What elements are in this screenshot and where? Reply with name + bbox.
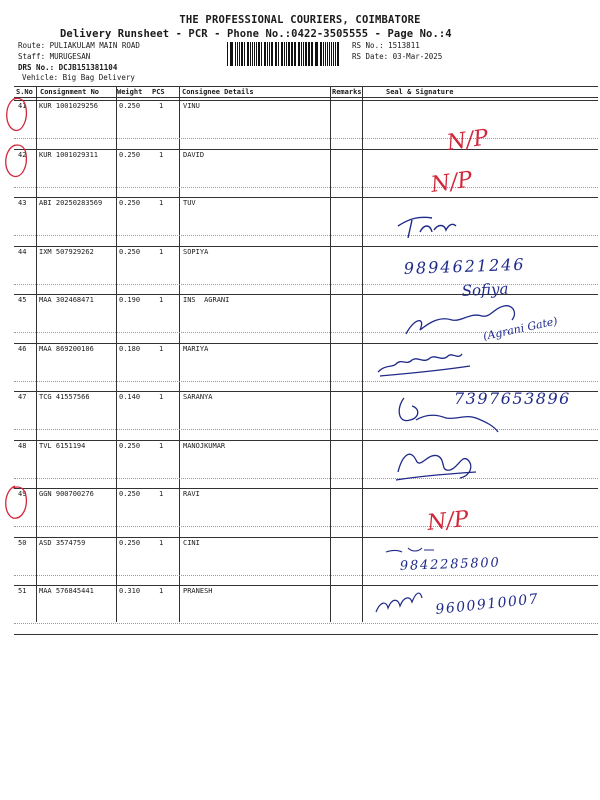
phone-sopiya: 9894621246 [403, 254, 526, 278]
phone-saranya: 7397653896 [454, 389, 571, 408]
phone-pranesh: 9600910007 [434, 591, 540, 618]
row-consignment-no: KUR 1001029256 [39, 102, 99, 110]
row-pcs: 1 [159, 344, 164, 353]
row-consignee: PRANESH [183, 587, 213, 595]
row-sno: 46 [18, 344, 27, 353]
row-weight: 0.250 [119, 150, 141, 159]
row-sno: 48 [18, 441, 27, 450]
col-header-weight: Weight [117, 88, 143, 96]
row-sno: 44 [18, 247, 27, 256]
row-sno: 43 [18, 199, 27, 207]
staff-label: Staff: MURUGESAN [18, 52, 91, 61]
drs-label: DRS No.: DCJB151381104 [18, 63, 118, 72]
row-consignment-no: GGN 900700276 [39, 490, 94, 498]
phone-cini: 9842285800 [399, 555, 501, 574]
agrani-gate-note: (Agrani Gate) [481, 314, 559, 343]
row-weight: 0.250 [119, 199, 141, 207]
red-circle-41 [7, 98, 27, 130]
row-pcs: 1 [159, 587, 164, 595]
col-header-pcs: PCS [152, 88, 165, 96]
row-pcs: 1 [159, 296, 164, 304]
route-label: Route: PULIAKULAM MAIN ROAD [18, 41, 140, 50]
row-consignment-no: MAA 869200106 [39, 344, 94, 353]
row-consignee: RAVI [183, 490, 200, 498]
row-consignment-no: KUR 1001029311 [39, 150, 99, 159]
row-consignment-no: ASD 3574759 [39, 538, 86, 547]
row-weight: 0.250 [119, 538, 141, 547]
row-sno: 41 [18, 102, 27, 110]
row-weight: 0.190 [119, 296, 141, 304]
signature-mariya [378, 354, 470, 376]
row-pcs: 1 [159, 441, 164, 450]
row-sno: 42 [18, 150, 27, 159]
np-mark-3: N/P [426, 506, 470, 536]
col-header-consignment: Consignment No [40, 88, 100, 96]
row-sno: 51 [18, 587, 27, 595]
signature-tuv [398, 217, 456, 238]
red-circle-49 [6, 486, 27, 518]
row-consignment-no: MAA 302468471 [39, 296, 94, 304]
col-header-consignee: Consignee Details [182, 88, 254, 96]
row-pcs: 1 [159, 393, 164, 401]
red-circle-42 [6, 145, 27, 176]
row-sno: 50 [18, 538, 27, 547]
row-consignee: MARIYA [183, 344, 209, 353]
row-consignee: SOPIYA [183, 247, 209, 256]
row-consignment-no: IXM 507929262 [39, 247, 94, 256]
row-consignee: INS AGRANI [183, 296, 230, 304]
np-mark-2: N/P [429, 167, 474, 198]
row-weight: 0.250 [119, 102, 141, 110]
row-pcs: 1 [159, 199, 164, 207]
row-consignment-no: MAA 576845441 [39, 587, 94, 595]
col-header-seal: Seal & Signature [386, 88, 454, 96]
row-pcs: 1 [159, 247, 164, 256]
vehicle-label: Vehicle: Big Bag Delivery [22, 73, 135, 82]
row-weight: 0.250 [119, 490, 141, 498]
row-consignee: MANOJKUMAR [183, 441, 226, 450]
signature-cini [386, 548, 434, 552]
row-sno: 45 [18, 296, 27, 304]
col-header-sno: S.No [16, 88, 33, 96]
row-weight: 0.180 [119, 344, 141, 353]
np-mark-1: N/P [445, 125, 490, 156]
signature-sofiya: Sofiya [461, 279, 509, 300]
row-consignee: CINI [183, 538, 200, 547]
document-subtitle: Delivery Runsheet - PCR - Phone No.:0422-3505555 - Page No.:4 [60, 28, 452, 40]
row-pcs: 1 [159, 150, 164, 159]
row-weight: 0.250 [119, 247, 141, 256]
row-pcs: 1 [159, 538, 164, 547]
rs-number: RS No.: 1513811 [352, 41, 420, 50]
row-consignment-no: TVL 6151194 [39, 441, 86, 450]
signature-pranesh [376, 593, 422, 612]
row-sno: 49 [18, 490, 27, 498]
col-header-remarks: Remarks [332, 88, 362, 96]
row-consignee: TUV [183, 199, 196, 207]
row-pcs: 1 [159, 102, 164, 110]
row-weight: 0.250 [119, 441, 141, 450]
signature-manojkumar [396, 454, 476, 480]
row-pcs: 1 [159, 490, 164, 498]
rs-date: RS Date: 03-Mar-2025 [352, 52, 443, 61]
row-sno: 47 [18, 393, 27, 401]
row-weight: 0.140 [119, 393, 141, 401]
row-consignment-no: ABI 20250283569 [39, 199, 103, 207]
row-consignee: DAVID [183, 150, 205, 159]
row-weight: 0.310 [119, 587, 141, 595]
document-title: THE PROFESSIONAL COURIERS, COIMBATORE [179, 14, 421, 26]
row-consignee: VINU [183, 102, 200, 110]
row-consignment-no: TCG 41557566 [39, 393, 90, 401]
row-consignee: SARANYA [183, 393, 213, 401]
